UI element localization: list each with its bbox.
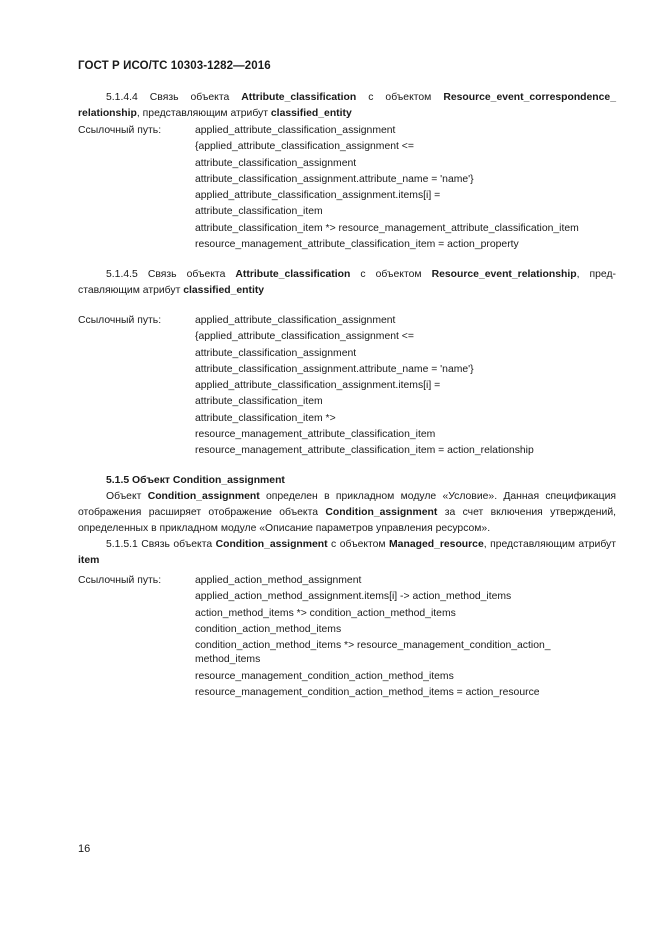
section-5-1-4-5: 5.1.4.5 Связь объекта Attribute_classification с объектом Resource_event_relationship, представляющим атрибут classified_entity: [78, 269, 616, 296]
path-line: resource_management_attribute_classification_item = action_relationship: [195, 445, 534, 457]
path-line: applied_attribute_classification_assignment: [195, 125, 396, 136]
path-line: applied_attribute_classification_assignment: [195, 315, 396, 326]
path-line: attribute_classification_item: [195, 206, 323, 218]
reference-path-1: [78, 123, 616, 253]
reference-path-label: Ссылочный путь:: [78, 125, 162, 136]
path-line: applied_attribute_classification_assignment.items[i] =: [195, 380, 441, 392]
entity-name: Attribute_classification: [241, 92, 357, 103]
reference-path-3: [78, 573, 616, 701]
section-5-1-4-4: 5.1.4.4 Связь объекта Attribute_classification с объектом Resource_event_correspondence_ relationship, представляющим атрибут classified_entity: [78, 92, 616, 119]
path-line: action_method_items *> condition_action_method_items: [195, 607, 456, 619]
section-5-1-5-body: Объект Condition_assignment определен в прикладном модуле «Условие». Данная спецификация отображения расширяет отображение объекта Condition_assignment за счет включения утверждений, определенных в прикладном модуле «Описание параметров управления ресурсом».: [78, 491, 617, 534]
path-line: resource_management_attribute_classification_item = action_property: [195, 239, 519, 251]
path-line: attribute_classification_item *>: [195, 412, 336, 424]
reference-path-label: Ссылочный путь:: [78, 315, 162, 326]
path-line: resource_management_attribute_classification_item: [195, 429, 436, 441]
document-header: ГОСТ Р ИСО/ТС 10303-1282—2016: [78, 60, 271, 72]
section-number: 5.1.4.5: [106, 269, 138, 280]
reference-path-2: [78, 313, 616, 460]
path-line: applied_action_method_assignment: [195, 575, 362, 586]
entity-name: Condition_assignment: [147, 491, 260, 502]
path-line: attribute_classification_item: [195, 396, 323, 408]
path-line: attribute_classification_assignment.attribute_name = 'name'}: [195, 173, 474, 185]
attribute-name: classified_entity: [183, 285, 265, 296]
path-line: attribute_classification_assignment.attribute_name = 'name'}: [195, 363, 474, 375]
section-5-1-5-1: 5.1.5.1 Связь объекта Condition_assignment с объектом Managed_resource, представляющим атрибут item: [78, 539, 616, 566]
entity-name: Resource_event_relationship: [431, 269, 577, 280]
path-line: {applied_attribute_classification_assignment <=: [195, 141, 414, 153]
path-line: condition_action_method_items *> resource_management_condition_action_: [195, 640, 551, 652]
path-line: attribute_classification_item *> resource_management_attribute_classification_item: [195, 222, 579, 234]
path-line: condition_action_method_items: [195, 623, 342, 635]
path-line: applied_action_method_assignment.items[i] -> action_method_items: [195, 591, 512, 603]
page-number: 16: [78, 843, 91, 855]
reference-path-label: Ссылочный путь:: [78, 575, 162, 586]
path-line: applied_attribute_classification_assignment.items[i] =: [195, 190, 441, 202]
section-number: 5.1.5.1: [106, 539, 138, 550]
section-number: 5.1.4.4: [106, 92, 138, 103]
attribute-name: classified_entity: [270, 108, 352, 119]
entity-name: Resource_event_correspondence_ relationship: [78, 92, 616, 119]
path-line: attribute_classification_assignment: [195, 157, 357, 169]
entity-name: Attribute_classification: [235, 269, 351, 280]
path-line: resource_management_condition_action_method_items = action_resource: [195, 687, 540, 699]
attribute-name: item: [78, 555, 100, 566]
entity-name: Condition_assignment: [325, 507, 438, 518]
entity-name: Managed_resource: [389, 539, 484, 550]
path-line: attribute_classification_assignment: [195, 347, 357, 359]
path-line: resource_management_condition_action_method_items: [195, 670, 454, 682]
entity-name: Condition_assignment: [215, 539, 328, 550]
path-line: method_items: [195, 654, 261, 666]
section-heading-5-1-5: 5.1.5 Объект Condition_assignment: [106, 475, 285, 486]
path-line: {applied_attribute_classification_assignment <=: [195, 331, 414, 343]
